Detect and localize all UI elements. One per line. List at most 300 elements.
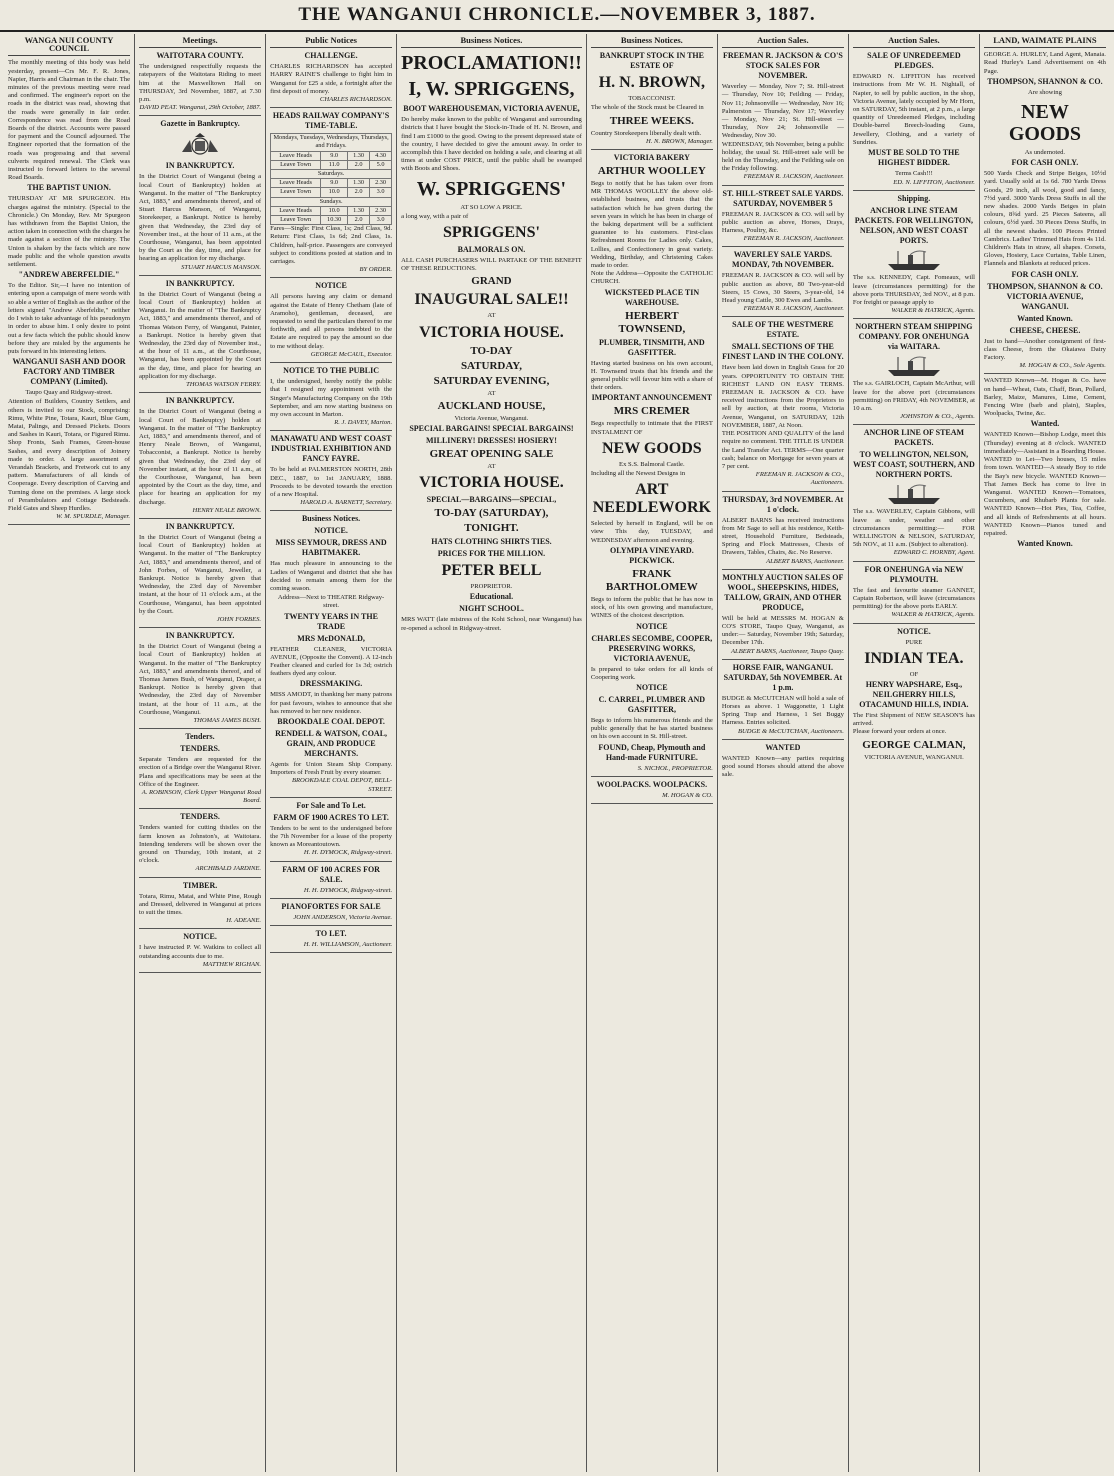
headline: FOUND, Cheap, Plymouth and Hand-made FURNITURE. xyxy=(598,742,706,762)
headline: TWENTY YEARS IN THE TRADE xyxy=(284,611,378,631)
headline: WOOLPACKS. WOOLPACKS. xyxy=(596,779,708,789)
headline: INDIAN TEA. xyxy=(864,649,964,667)
headline: TO WELLINGTON, NELSON, WEST COAST, SOUTHERN, AND NORTHERN PORTS. xyxy=(853,450,975,480)
headline: AUCKLAND HOUSE, xyxy=(437,399,546,412)
article-text: Agents for Union Steam Ship Company. Importers of Fresh Fruit by every steamer. xyxy=(270,760,393,777)
signature: BUDGE & McCUTCHAN, Auctioneers. xyxy=(737,727,844,735)
headline: H. N. BROWN, xyxy=(598,74,705,92)
article-text: The fast and favourite steamer GANNET, Captain Robertson, will leave (circumstances permitting) for the above ports EARLY. xyxy=(852,586,975,611)
headline: PETER BELL xyxy=(441,562,542,580)
article-text: In the District Court of Wanganui (being a local Court of Bankruptcy) holden at Wanganui. In the matter of "The Bankruptcy Act, 1883," and amendments thereof, and of Henry Neale Brown, of Wanganui, Tobacconist, a Bankrupt. Notice is hereby given that Wednesday, the 23rd day of November instant, at the hour of 11 a.m., at the Courthouse, Wanganui, has been appointed by the Court as the day, time, and place for hearing an application for my discharge. xyxy=(139,408,262,506)
column-rule xyxy=(139,115,261,116)
column-rule xyxy=(139,808,261,809)
headline: FARM OF 100 ACRES FOR SALE. xyxy=(282,864,380,884)
headline: Wanted. xyxy=(1030,419,1060,429)
headline: Shipping. xyxy=(897,194,931,204)
timetable-cell: 9.0 xyxy=(321,179,348,188)
timetable-row xyxy=(271,160,392,169)
article-text: All persons having any claim or demand against the Estate of Henry Chetham (late of Aramoho), gentleman, deceased, are requested to send the particulars thereof to me forthwith, and all persons indebted to the Estate are required to pay the amount so due to me without delay. xyxy=(270,293,393,350)
signature: H. ADEANE. xyxy=(226,917,262,925)
timetable-days: Saturdays. xyxy=(271,170,392,179)
article-text: Begs to inform his numerous friends and the public generally that he has started business on his own account in St. Hill-street. xyxy=(590,716,713,741)
article-text: In the District Court of Wanganui (being a local Court of Bankruptcy) holden at Wanganui. In the matter of "The Bankruptcy Act, 1883," and amendments thereof, and of John Forbes, of Wanganui, Jeweller, a Bankrupt. Notice is hereby given that Wednesday, the 23rd day of November instant, at the hour of 11 o'clock a.m., at the Courthouse, Wanganui, has been appointed by the Court. xyxy=(139,533,262,615)
timetable-cell: 4.30 xyxy=(370,151,392,160)
headline: BOOT WAREHOUSEMAN, VICTORIA AVENUE, xyxy=(403,104,580,114)
headline: MRS McDONALD, xyxy=(297,633,365,643)
article-text: a long way, with a pair of xyxy=(401,212,469,220)
signature: ED. N. LIFFITON, Auctioneer. xyxy=(893,179,975,187)
column-2 xyxy=(135,34,266,1472)
signature: ALBERT BARNS, Auctioneer, Taupo Quay. xyxy=(731,647,844,655)
headline: TENDERS. xyxy=(180,744,220,754)
headline: AT SO LOW A PRICE. xyxy=(460,203,523,211)
column-rule xyxy=(591,803,713,804)
article-text: Is prepared to take orders for all kinds of Coopering work. xyxy=(590,665,713,681)
headline: MISS SEYMOUR, DRESS AND HABITMAKER. xyxy=(275,538,387,558)
column-heading: WANGA NUI COUNTY COUNCIL xyxy=(8,34,130,56)
signature: MATTHEW RIGHAN. xyxy=(202,960,262,968)
article-text: I, the undersigned, hereby notify the public that I resigned my appointment with the Singer's Manufacturing Company on the 19th September, and am now starting business on my own account in Marton. xyxy=(270,378,393,418)
column-1 xyxy=(4,34,135,1472)
masthead-title: THE WANGANUI CHRONICLE.—NOVEMBER 3, 1887. xyxy=(298,4,816,25)
signature: FREEMAN R. JACKSON, Auctioneer. xyxy=(743,173,844,181)
headline: WANTED xyxy=(765,742,801,752)
signature: M. HOGAN & CO., Sole Agents. xyxy=(1019,362,1106,370)
headline: PIANOFORTES FOR SALE xyxy=(281,901,381,911)
headline: Tenders. xyxy=(185,732,215,742)
headline: NOTICE xyxy=(636,621,668,631)
headline: NEW GOODS xyxy=(1008,101,1082,146)
column-7 xyxy=(849,34,980,1472)
column-5 xyxy=(587,34,718,1472)
signature: HAROLD A. BARNETT, Secretary. xyxy=(300,499,393,507)
signature: EDWARD C. HORNBY, Agent. xyxy=(893,549,975,557)
column-rule xyxy=(722,569,844,570)
timetable-row xyxy=(271,216,392,225)
column-rule xyxy=(270,898,392,899)
column-rule xyxy=(139,392,261,393)
column-rule xyxy=(139,518,261,519)
headline: WICKSTEED PLACE TIN WAREHOUSE. xyxy=(604,287,700,307)
article-text: The monthly meeting of this body was held yesterday, present—Crs Mr. F. R. Jones, Napier, Harris and Chairman in the chair. The minutes of the previous meeting were read and confirmed. The engineer's report on the roads in the district was read, showing that the roads were generally in fair order. Correspondence was read from the Road Boards of the district. Accounts were passed for payment and the Council adjourned. The Engineer reported that the formation of the roads was progressing and that several culverts required renewal. The Clerk was instructed to forward letters to the several Road Boards. xyxy=(8,59,131,182)
headline: NOTICE. xyxy=(314,526,348,536)
timetable-cell: 3.0 xyxy=(370,188,392,197)
timetable-row xyxy=(271,188,392,197)
signature: HENRY NEALE BROWN. xyxy=(192,506,262,514)
article-text: BUDGE & McCUTCHAN will hold a sale of Horses as above. 1 Waggonette, 1 Light Spring Trap and Harness, 1 Set Buggy Harness. Entries solicited. xyxy=(721,694,844,727)
headline: Wanted Known. xyxy=(1017,313,1073,323)
headline: PLUMBER, TINSMITH, AND GASFITTER. xyxy=(599,337,705,357)
headline: Are showing xyxy=(1027,88,1062,96)
article-text: The s.s. KENNEDY, Capt. Fomeaux, will leave (circumstances permitting) for the above ports THURSDAY, 3rd NOV., at 8 p.m. For freight or passage apply to xyxy=(852,274,975,307)
article-text: Please forward your orders at once. xyxy=(852,728,947,736)
headline: ANCHOR LINE STEAM PACKETS. FOR WELLINGTON, NELSON, AND WEST COAST PORTS. xyxy=(854,206,974,246)
column-rule xyxy=(270,277,392,278)
steamship-icon xyxy=(886,249,942,271)
headline: FRANK BARTHOLOMEW xyxy=(605,567,698,593)
article-text: WEDNESDAY, 9th November, being a public holiday, the usual St. Hill-street sale will be held on the Thursday, and the Feilding sale on the Friday following. xyxy=(721,140,844,173)
headline: TONIGHT. xyxy=(464,522,519,535)
signature: H. H. DYMOCK, Ridgway-street. xyxy=(303,849,393,857)
timetable-days: Sundays. xyxy=(271,197,392,206)
headline: Gazette in Bankruptcy. xyxy=(160,119,240,129)
article-text: Selected by herself in England, will be on view This day, TUESDAY, and WEDNESDAY afternoon and evening. xyxy=(590,520,713,544)
article-text: The s.s. GAIRLOCH, Captain McArthur, will leave for the above port (circumstances permitting) on FRIDAY, 4th NOVEMBER, at 10 a.m. xyxy=(852,380,975,413)
timetable-cell: Leave Heads xyxy=(271,179,321,188)
headline: Ex S.S. Balmoral Castle. xyxy=(619,460,685,468)
article-text: ALL CASH PURCHASERS WILL PARTAKE OF THE BENEFIT OF THESE REDUCTIONS. xyxy=(401,257,582,273)
headline: SALE OF UNREDEEMED PLEDGES. xyxy=(867,51,961,71)
headline: NOTICE. xyxy=(183,932,217,942)
timetable-cell: 2.30 xyxy=(370,206,392,215)
column-rule xyxy=(591,149,713,150)
column-heading: Auction Sales. xyxy=(853,34,975,48)
signature: DAVID PEAT. Wanganui, 29th October, 1887. xyxy=(139,104,262,112)
headline: As undernoted. xyxy=(1024,149,1066,157)
article-text: Begs to inform the public that he has now in stock, of his own growing and manufacture, WINES of the choicest description. xyxy=(590,595,713,620)
headline: OF xyxy=(909,670,919,678)
headline: TO-DAY (SATURDAY), xyxy=(434,507,549,520)
headline: IN BANKRUPTCY. xyxy=(165,161,235,171)
timetable-cell: 11.0 xyxy=(321,160,348,169)
column-rule xyxy=(722,739,844,740)
headline: NEW GOODS xyxy=(601,439,702,457)
timetable-cell: 10.0 xyxy=(321,188,348,197)
headline: IN BANKRUPTCY. xyxy=(165,521,235,531)
article-text: ALBERT BARNS has received instructions from Mr Sage to sell at his residence, Keith-street, Household Furniture, Bedsteads, Spring and Flock Mattresses, Chests of Drawers, Tables, Chairs, &c. No Reserve. xyxy=(721,516,844,557)
column-heading: Business Notices. xyxy=(591,34,713,48)
column-rule xyxy=(722,316,844,317)
article-text: Have been laid down in English Grass for 20 years. OPPORTUNITY TO OBTAIN THE RICHEST LAND ON EASY TERMS. FREEMAN R. JACKSON & CO. have received instructions from the Proprietors to sell by auction, at their rooms, Victoria Avenue, Wanganui, on SATURDAY, 12th NOVEMBER, 1887, At Noon. xyxy=(721,364,844,429)
article-text: In the District Court of Wanganui (being a local Court of Bankruptcy) holden at Wanganui. In the matter of "The Bankruptcy Act, 1883," and amendments thereof, and of Thomas Watson Ferry, of Wanganui, Painter, a Bankrupt. Notice is hereby given that Wednesday, the 23rd day of November inst., at the hour of 11 a.m., at the Courthouse, Wanganui, has been appointed by the Court as the day, time, and place for hearing an application for my discharge. xyxy=(139,290,262,380)
headline: THREE WEEKS. xyxy=(609,114,694,127)
article-text: MISS AMODT, in thanking her many patrons for past favours, wishes to announce that she has removed to her new residence. xyxy=(270,691,393,715)
article-text: Attention of Builders, Country Settlers, and others is invited to our Stock, comprising: Rimu, White Pine, Totara, Kauri, Blue Gum, Matai, Palings, and Dressed Pickets. Doors and Sashes in Kauri, Totara, or Figured Rimu. Shop Fronts, Sash Frames, Green-house Sashes, and every description of Joinery made to order. A large assortment of Verandah Brackets, and Fretwork cut to any pattern. Manufacturers of all kinds of Cooperage. Every description of Carving and Turning done on the premises. A large stock of Perambulators and Cottage Bedsteads. Field Gates and Sheep Hurdles. xyxy=(8,398,131,512)
headline: Address—Next to THEATRE Ridgway-street. xyxy=(277,594,385,610)
article-text: THE POSITION AND QUALITY of the land require no comment. THE TITLE IS UNDER the Land Transfer Act. TERMS—One quarter cash; balance on Mortgage for seven years at 7 per cent. xyxy=(721,430,844,470)
steamship-icon xyxy=(886,355,942,377)
article-text: In the District Court of Wanganui (being a local Court of Bankruptcy) holden at Wanganui. In the matter of "The Bankruptcy Act, 1883," and amendments thereof, and of Thomas James Bush, of Wanganui, Draper, a Bankrupt. Notice is hereby given that Wednesday, the 23rd day of November instant, at the hour of 11 a.m., at the Courthouse, Wanganui. xyxy=(139,643,262,716)
article-text: Will be held at MESSRS M. HOGAN & CO'S STORE, Taupo Quay, Wanganui, as under:— Saturday, November 19th; Saturday, December 17th. xyxy=(721,614,844,647)
headline: GREAT OPENING SALE xyxy=(429,448,554,461)
column-rule xyxy=(853,561,975,562)
headline: For Sale and To Let. xyxy=(296,800,366,810)
column-4 xyxy=(397,34,587,1472)
royal-crest-icon xyxy=(178,132,222,158)
signature: W. M. SPURDLE, Manager. xyxy=(56,513,131,521)
headline: VICTORIA BAKERY xyxy=(613,153,690,163)
signature: JOHN FORBES. xyxy=(216,615,262,623)
headline: THOMPSON, SHANNON & CO. VICTORIA AVENUE, WANGANUI. xyxy=(987,281,1103,311)
article-text: Tenders wanted for cutting thistles on the farm known as Johnston's, at Waitotara. Intending tenderers will be shown over the ground on Thursday, 10th instant, at 2 o'clock. xyxy=(139,824,262,865)
headline: IMPORTANT ANNOUNCEMENT xyxy=(591,393,713,403)
headline: CHALLENGE. xyxy=(304,51,358,61)
column-rule xyxy=(853,424,975,425)
headline: NORTHERN STEAM SHIPPING COMPANY. FOR ONEHUNGA via WAITARA. xyxy=(855,322,973,352)
signature: FREEMAN R. JACKSON, Auctioneer. xyxy=(743,305,844,313)
headline: CHARLES SECOMBE, COOPER, PRESERVING WORKS, VICTORIA AVENUE, xyxy=(591,633,713,663)
article-text: WANTED Known—Bishop Lodge, meet this (Thursday) evening at 8 o'clock. WANTED immediately—Assistant in a Boarding House. WANTED to Let—Two houses, 15 miles from town. WANTED—A steady Boy to ride the Bay's new bicycle. WANTED Known—That James Beck has come to live in Wanganui. WANTED Known—Tomatoes, Cucumbers, and Rhubarb Plants for sale. WANTED Known—Hot Pies, Tea, Coffee, and all kinds of Refreshments at all hours. WANTED Known—Pianos tuned and repaired. xyxy=(983,431,1106,537)
headline: RENDELL & WATSON, COAL, GRAIN, AND PRODUCE MERCHANTS. xyxy=(275,728,388,758)
headline: VICTORIA HOUSE. xyxy=(419,323,564,341)
headline: TO-DAY xyxy=(470,344,513,357)
column-rule xyxy=(984,373,1106,374)
columns xyxy=(4,34,1110,1472)
headline: AT xyxy=(487,312,496,320)
headline: NOTICE xyxy=(315,281,347,291)
signature: A. ROBINSON, Clerk Upper Wanganui Road Board. xyxy=(141,789,262,805)
article-text: In the District Court of Wanganui (being a local Court of Bankruptcy) holden at Wanganui. In the matter of "The Bankruptcy Act, 1883," and amendments thereof, and of Stuart Harcus Manson, of Wanganui, Storekeeper, a Bankrupt. Notice is hereby given that Wednesday, the 23rd day of November inst., at the hour of 11 a.m., at the Courthouse, Wanganui, has been appointed by the Court as the day, time, and place for hearing an application for my discharge. xyxy=(139,173,262,263)
column-heading: Meetings. xyxy=(139,34,261,48)
headline: VICTORIA HOUSE. xyxy=(419,474,564,492)
headline: OLYMPIA VINEYARD. PICKWICK. xyxy=(609,545,694,565)
column-rule xyxy=(139,275,261,276)
headline: BANKRUPT STOCK IN THE ESTATE OF xyxy=(599,51,704,71)
article-text: MRS WATT (late mistress of the Kohi School, near Wanganui) has re-opened a school in Ridgway-street. xyxy=(401,616,582,632)
headline: SALE OF THE WESTMERE ESTATE. xyxy=(732,320,834,340)
headline: TIMBER. xyxy=(182,880,218,890)
headline: Terms Cash!!! xyxy=(895,170,933,178)
article-text: WANTED Known—any parties requiring good sound Horses should attend the above sale. xyxy=(721,754,844,779)
timetable-row xyxy=(271,179,392,188)
headline: "ANDREW ABERFELDIE." xyxy=(18,270,120,280)
signature: H. H. WILLIAMSON, Auctioneer. xyxy=(303,941,393,948)
signature: R. J. DAVEY, Marton. xyxy=(334,419,393,427)
headline: SPECIAL BARGAINS! SPECIAL BARGAINS! xyxy=(409,424,574,434)
article-text: 500 Yards Check and Stripe Beiges, 10½d yard. Usually sold at 1s 6d. 780 Yards Dress Goods, 29 inch, all wool, good and fancy, 7½d yard. 3000 Yards Dress Stuffs in all the new shades. 2000 Yards Beiges in plain colours, 8¾d yard. 25 Pieces Sateens, all colours, 6½d yard. 30 Pieces Dress Stuffs, in all the newest shades. 100 Pieces Printed Cambrics. Ladies' Trimmed Hats from 4s 11d. Children's Hats in straw, all shapes. Corsets, Gloves, Hosiery, Lace Curtains, Table Linen, Flannels and Blankets at reduced prices. xyxy=(983,170,1106,268)
column-rule xyxy=(853,623,975,624)
signature: FREEMAN R. JACKSON & CO., Auctioneers. xyxy=(755,471,844,487)
headline: HEADS RAILWAY COMPANY'S TIME-TABLE. xyxy=(272,111,390,131)
signature: ARCHIBALD JARDINE. xyxy=(195,865,262,873)
article-text: To be held at PALMERSTON NORTH, 28th DEC., 1887, to 1st JANUARY, 1888. Proceeds to be devoted towards the erection of a new Hospital. xyxy=(270,466,393,498)
article-text: THURSDAY AT MR SPURGEON. His charges against the ministry. (Special to the Chronicle.) On Monday, Rev. Mr Spurgeon has withdrawn from the Baptist Union, the action taken in connection with the charges he made against a section of the ministry. The Union is shaken by the facts which are now made public and the whole question awaits settlement. xyxy=(8,195,131,269)
signature: THOMAS JAMES BUSH. xyxy=(193,717,262,724)
headline: PRICES FOR THE MILLION. xyxy=(437,549,546,559)
headline: NIGHT SCHOOL. xyxy=(459,604,524,614)
headline: Victoria Avenue, Wanganui. xyxy=(454,414,529,422)
column-rule xyxy=(853,190,975,191)
article-text: EDWARD N. LIFFITON has received instructions from Mr W. H. Nightall, of Napier, to sell by public auction, in the shop, Victoria Avenue, lately occupied by Mr Horn, on SATURDAY, 5th instant, at 2 p.m., a large quantity of Unredeemed Pledges, including Double-barrel Breech-loading Guns, Jewellery, Clothing, and a variety of Sundries. xyxy=(852,73,975,146)
headline: Educational. xyxy=(469,592,514,602)
signature: WALKER & HATRICK, Agents. xyxy=(891,611,975,619)
column-8 xyxy=(980,34,1110,1472)
timetable-days: Mondays, Tuesdays, Wednesdays, Thursdays, and Fridays. xyxy=(271,134,392,151)
signature: WALKER & HATRICK, Agents. xyxy=(891,307,975,315)
headline: MANAWATU AND WEST COAST INDUSTRIAL EXHIBITION AND FANCY FAYRE. xyxy=(270,434,392,464)
article-text: Waverley — Monday, Nov 7; St. Hill-street — Thursday, Nov 10; Feilding — Friday, Nov 11; Johnsonville — Wednesday, Nov 16; Palmerston — Thursday, Nov 17; Waverley — Monday, Nov 21; St. Hill-street — Thursday, Nov 24; Johnsonville — Wednesday, Nov 30. xyxy=(721,83,844,140)
column-rule xyxy=(853,318,975,319)
headline: SATURDAY, xyxy=(460,359,522,372)
column-heading: Business Notices. xyxy=(401,34,582,48)
article-text: Tenders to be sent to the undersigned before the 7th November for a lease of the property known as Moreantoutown. xyxy=(270,824,393,849)
column-rule xyxy=(722,246,844,247)
article-text: I have instructed P. W. Watkins to collect all outstanding accounts due to me. xyxy=(139,944,262,960)
article-text: To the Editor. Sir,—I have no intention of entering upon a campaign of mere words with so able a writer of English as the author of the letters signed "Andrew Aberfeldie," neither do I wish to take advantage of his pseudonym in order to abuse him. I only desire to point out a few facts which the public should know before they are misled by the arguments he puts forward in his interesting letters. xyxy=(8,282,131,355)
article-text: FREEMAN R. JACKSON & CO. will sell by public auction as above, 80 Two-year-old Steers, 15 Cows, 30 Steers, 3-year-old, 14 Head young Cattle, 300 Ewes and Lambs. xyxy=(721,272,844,305)
column-heading: Public Notices xyxy=(270,34,392,48)
timetable-cell: 10.0 xyxy=(321,206,348,215)
headline: TO LET. xyxy=(315,929,347,938)
article-text: Begs respectfully to intimate that the FIRST INSTALMENT OF xyxy=(590,420,713,436)
article-text: The undersigned respectfully requests the ratepayers of the Waitotara Riding to meet him at the Maxwelltown Hall on THURSDAY, 3rd November, 1887, at 7.30 p.m. xyxy=(139,63,262,104)
signature: JOHNSTON & CO., Agents. xyxy=(900,413,975,421)
article-text: Separate Tenders are requested for the erection of a Bridge over the Wanganui River. Plans and specifications may be seen at the Office of the Engineer. xyxy=(139,756,262,788)
headline: FOR CASH ONLY. xyxy=(1011,158,1079,168)
column-rule xyxy=(270,107,392,108)
signature: JOHN ANDERSON, Victoria Avenue. xyxy=(293,913,393,921)
article-text: Do hereby make known to the public of Wanganui and surrounding districts that I have bought the Stock-in-Trade of H. N. Brown, and find I am £1000 to the good. Owing to the present depressed state of the country, I have decided to give the amount away. In order to accomplish this I have decided on holding a sale, and clearing at all times at under COST PRICE, until the public shall be swamped with Boots and Shoes. xyxy=(401,116,582,173)
headline: SATURDAY EVENING, xyxy=(433,374,550,387)
column-rule xyxy=(270,797,392,798)
headline: IN BANKRUPTCY. xyxy=(165,631,235,641)
timetable-cell: Leave Town xyxy=(271,160,321,169)
headline: MUST BE SOLD TO THE HIGHEST BIDDER. xyxy=(868,148,960,168)
article-text: Begs to notify that he has taken over from MR THOMAS WOOLLEY the above old-established business, and trusts that the satisfaction which he has given during the seven years in which he has been in charge of the baking department will be a sufficient guarantee to his customers. First-class Refreshment Rooms for Ladies only. Cakes, Lollies, and Confectionery in great variety. Wedding, Birthday, and Christening Cakes made to order. xyxy=(590,180,713,270)
headline: AT xyxy=(487,463,496,471)
timetable-cell: 1.30 xyxy=(348,151,370,160)
masthead xyxy=(0,0,1114,32)
column-rule xyxy=(139,728,261,729)
headline: PURE xyxy=(905,638,923,646)
headline: HERBERT TOWNSEND, xyxy=(618,309,686,335)
headline: SPRIGGENS' xyxy=(443,224,540,242)
headline: VICTORIA AVENUE, WANGANUI. xyxy=(864,753,964,761)
article-text: Totara, Rimu, Matai, and White Pine, Rough and Dressed, delivered in Wanganui at prices to suit the times. xyxy=(139,892,262,917)
headline: GEORGE CALMAN, xyxy=(862,738,966,751)
signature: ALBERT BARNS, Auctioneer. xyxy=(766,557,844,565)
headline: IN BANKRUPTCY. xyxy=(165,396,235,406)
headline: TOBACCONIST. xyxy=(628,95,676,103)
signature: H. H. DYMOCK, Ridgway-street. xyxy=(303,886,393,894)
headline: MONTHLY AUCTION SALES OF WOOL, SHEEPSKINS, HIDES, TALLOW, GRAIN, AND OTHER PRODUCE, xyxy=(722,572,844,612)
column-rule xyxy=(270,925,392,926)
column-rule xyxy=(139,972,261,973)
headline: AT xyxy=(487,389,496,397)
timetable-cell: 2.0 xyxy=(348,216,370,225)
signature: S. NICHOL, PROPRIETOR. xyxy=(637,764,713,772)
timetable-row xyxy=(271,206,392,215)
column-heading: Auction Sales. xyxy=(722,34,844,48)
headline: FOR ONEHUNGA via NEW PLYMOUTH. xyxy=(864,564,964,584)
headline: W. SPRIGGENS' xyxy=(416,177,567,200)
headline: ART NEEDLEWORK xyxy=(592,481,711,517)
article-text: Note the Address—Opposite the CATHOLIC CHURCH. xyxy=(590,270,713,286)
column-rule xyxy=(139,877,261,878)
headline: INAUGURAL SALE!! xyxy=(414,291,569,309)
headline: THURSDAY, 3rd NOVEMBER. At 1 o'clock. xyxy=(722,494,844,514)
headline: PROPRIETOR. xyxy=(470,583,513,591)
timetable-cell: Leave Town xyxy=(271,188,321,197)
headline: THOMPSON, SHANNON & CO. xyxy=(987,76,1103,86)
timetable-cell: Leave Heads xyxy=(271,151,321,160)
timetable-cell: 1.30 xyxy=(348,206,370,215)
headline: NOTICE. xyxy=(897,626,931,636)
headline: WANGANUI SASH AND DOOR FACTORY AND TIMBER COMPANY (Limited). xyxy=(12,357,126,387)
column-rule xyxy=(270,510,392,511)
signature: M. HOGAN & CO. xyxy=(662,791,713,799)
column-rule xyxy=(722,185,844,186)
headline: SPECIAL—BARGAINS—SPECIAL, xyxy=(426,495,557,505)
column-rule xyxy=(270,861,392,862)
headline: TENDERS. xyxy=(180,812,220,822)
article-text: The s.s. WAVERLEY, Captain Gibbons, will leave as under, weather and other circumstances permitting:— FOR WELLINGTON & NELSON, SATURDAY, 5th NOV., at 11 a.m. (Subject to alteration). xyxy=(852,508,975,549)
column-heading: LAND, WAIMATE PLAINS xyxy=(984,34,1106,48)
railway-timetable xyxy=(270,133,392,225)
article-text: The First Shipment of NEW SEASON'S has arrived. xyxy=(852,711,975,728)
headline: HATS CLOTHING SHIRTS TIES. xyxy=(431,537,552,547)
steamship-icon xyxy=(886,483,942,505)
timetable-cell: 2.0 xyxy=(348,188,370,197)
signature: STUART HARCUS MANSON. xyxy=(181,263,262,271)
column-rule xyxy=(270,952,392,953)
headline: Taupo Quay and Ridgway-street. xyxy=(25,389,113,397)
headline: ARTHUR WOOLLEY xyxy=(597,165,706,178)
signature: THOMAS WATSON FERRY. xyxy=(186,381,262,389)
timetable-cell: Leave Heads xyxy=(271,206,321,215)
timetable-cell: 2.30 xyxy=(370,179,392,188)
signature: BROOKDALE COAL DEPOT, BELL-STREET. xyxy=(291,777,393,793)
headline: NOTICE TO THE PUBLIC xyxy=(283,366,379,376)
article-text: Country Storekeepers liberally dealt with. xyxy=(590,129,702,137)
headline: THE BAPTIST UNION. xyxy=(27,183,111,193)
headline: FOR CASH ONLY. xyxy=(1011,269,1079,279)
headline: FREEMAN R. JACKSON & CO'S STOCK SALES FOR NOVEMBER. xyxy=(722,51,843,81)
article-text: Including all the Newest Designs in xyxy=(590,470,686,478)
article-text: WANTED Known—M. Hogan & Co. have on hand—Wheat, Oats, Chaff, Bran, Pollard, Barley, Maize, Manures, Lime, Cement, Fencing Wire (barb and plain), Staples, Woolpacks, Twine, &c. xyxy=(983,377,1106,418)
headline: GRAND xyxy=(471,275,512,288)
column-rule xyxy=(139,627,261,628)
column-6 xyxy=(718,34,849,1472)
timetable-cell: 2.0 xyxy=(348,160,370,169)
article-text: GEORGE A. HURLEY, Land Agent, Manaia. Read Hurley's Land Advertisement on 4th Page. xyxy=(983,51,1106,75)
column-rule xyxy=(8,524,130,525)
headline: MRS CREMER xyxy=(613,405,690,418)
timetable-cell: 10.30 xyxy=(321,216,348,225)
headline: CHEESE, CHEESE. xyxy=(1009,325,1081,335)
column-rule xyxy=(722,491,844,492)
article-text: FEATHER CLEANER, VICTORIA AVENUE, (Opposite the Convent). A 12-inch Feather cleaned and curled for 1s 3d; ostrich feathers dyed any colour. xyxy=(270,645,393,678)
headline: HENRY WAPSHARE, Esq., NEILGHERRY HILLS, OTACAMUND HILLS, INDIA. xyxy=(859,679,969,709)
signature: CHARLES RICHARDSON. xyxy=(319,96,393,104)
headline: C. CARREL, PLUMBER AND GASFITTER, xyxy=(598,694,706,714)
headline: BALMORALS ON. xyxy=(457,245,526,255)
headline: Business Notices. xyxy=(301,514,361,524)
column-rule xyxy=(591,776,713,777)
headline: ANCHOR LINE OF STEAM PACKETS. xyxy=(863,428,965,448)
headline: BROOKDALE COAL DEPOT. xyxy=(277,716,385,726)
column-rule xyxy=(270,430,392,431)
article-text: FREEMAN R. JACKSON & CO. will sell by public auction as above, Horses, Drays, Harness, Poultry, &c. xyxy=(721,210,844,235)
headline: HORSE FAIR, WANGANUI. SATURDAY, 5th NOVEMBER. At 1 p.m. xyxy=(723,662,843,692)
article-text: Having started business on his own account, H. Townsend trusts that his friends and the general public will favour him with a share of their orders. xyxy=(590,359,713,392)
column-rule xyxy=(270,362,392,363)
signature: BY ORDER. xyxy=(359,266,393,274)
headline: WAITOTARA COUNTY. xyxy=(156,51,244,61)
article-text: Has much pleasure in announcing to the Ladies of Wanganui and district that she has decided to remain among them for the coming season. xyxy=(270,560,393,592)
article-text: Just to hand—Another consignment of first-class Cheese, from the Okaiawa Dairy Factory. xyxy=(983,337,1106,362)
headline: MILLINERY! DRESSES! HOSIERY! xyxy=(425,436,557,446)
headline: NOTICE xyxy=(636,682,668,692)
timetable-cell: 1.30 xyxy=(348,179,370,188)
headline: I, W. SPRIGGENS, xyxy=(408,78,575,101)
column-rule xyxy=(139,928,261,929)
timetable-cell: Leave Town xyxy=(271,216,321,225)
timetable-cell: 9.0 xyxy=(321,151,348,160)
headline: FARM OF 1900 ACRES TO LET. xyxy=(273,812,389,822)
signature: GEORGE McCAUL, Executor. xyxy=(310,350,393,358)
timetable-cell: 5.0 xyxy=(370,160,392,169)
